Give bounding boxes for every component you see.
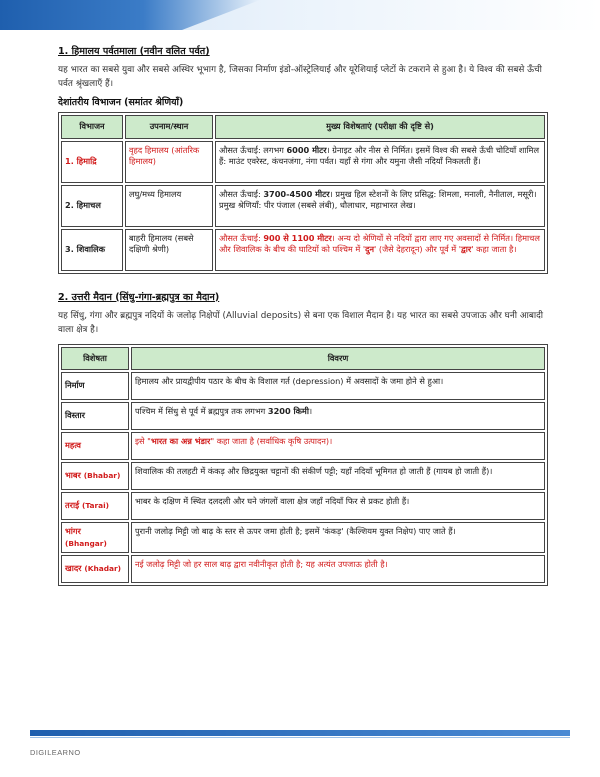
footer-accent-bar [30,730,570,736]
division-features: औसत ऊँचाई: 3700-4500 मीटर। प्रमुख हिल स्टेशनों के लिए प्रसिद्ध: शिमला, मनाली, नैनीताल, मसूरी। प्रमुख श्रेणियाँ: पीर पंजाल (सबसे लंबी), धौलाधार, महाभारत लेख। [215,185,545,227]
col-header-division: विभाजन [61,115,123,139]
feature-description: भाबर के दक्षिण में स्थित दलदली और घने जंगलों वाला क्षेत्र जहाँ नदियाँ फिर से प्रकट होती हैं। [131,492,545,520]
table-row [61,185,545,227]
table-row [61,492,545,520]
table-header-row [61,347,545,371]
feature-description: पश्चिम में सिंधु से पूर्व में ब्रह्मपुत्र तक लगभग 3200 किमी। [131,402,545,430]
col-header-description: विवरण [131,347,545,371]
section2-title: 2. उत्तरी मैदान (सिंधु-गंगा-ब्रह्मपुत्र का मैदान) [58,291,220,303]
footer-divider [30,737,570,738]
feature-name: भाबर (Bhabar) [61,462,129,490]
northern-plains-table [58,344,548,587]
top-band-accent [0,0,260,30]
feature-description: हिमालय और प्रायद्वीपीय पठार के बीच के विशाल गर्त (depression) में अवसादों के जमा होने से हुआ। [131,372,545,400]
feature-description: पुरानी जलोढ़ मिट्टी जो बाढ़ के स्तर से ऊपर जमा होती है; इसमें 'कंकड़' (कैल्शियम युक्त निक्षेप) पाए जाते हैं। [131,522,545,553]
division-name: 1. हिमाद्रि [61,141,123,183]
division-alias: वृहद हिमालय (आंतरिक हिमालय) [125,141,213,183]
section1-subheading: देशांतरीय विभाजन (समांतर श्रेणियाँ) [58,97,184,108]
section1-paragraph: यह भारत का सबसे युवा और सबसे अस्थिर भूभाग है, जिसका निर्माण इंडो-ऑस्ट्रेलियाई और यूरेशियाई प्लेटों के टकराने से हुआ है। ये विश्व की सबसे ऊँची पर्वत श्रृंखलाएँ हैं। [58,65,542,89]
col-header-alias: उपनाम/स्थान [125,115,213,139]
table-row [61,555,545,583]
table-row [61,402,545,430]
division-alias: बाहरी हिमालय (सबसे दक्षिणी श्रेणी) [125,229,213,271]
section2-paragraph: यह सिंधु, गंगा और ब्रह्मपुत्र नदियों के जलोढ़ निक्षेपों (Alluvial deposits) से बना एक विशाल मैदान है। यह भारत का सबसे उपजाऊ और घनी आबादी वाला क्षेत्र है। [58,310,544,335]
feature-name: विस्तार [61,402,129,430]
feature-name: तराई (Tarai) [61,492,129,520]
division-features: औसत ऊँचाई: 900 से 1100 मीटर। अन्य दो श्रेणियों से नदियों द्वारा लाए गए अवसादों से निर्मित। हिमाचल और शिवालिक के बीच की घाटियों को पश्चिम में 'दुन' (जैसे देहरादून) और पूर्व में 'द्वार' कहा जाता है। [215,229,545,271]
feature-name: खादर (Khadar) [61,555,129,583]
table-row [61,432,545,460]
feature-name: भांगर (Bhangar) [61,522,129,553]
col-header-features: मुख्य विशेषताएं (परीक्षा की दृष्टि से) [215,115,545,139]
col-header-feature: विशेषता [61,347,129,371]
division-name: 2. हिमाचल [61,185,123,227]
feature-name: महत्व [61,432,129,460]
table-row [61,229,545,271]
table-row [61,522,545,553]
feature-description: इसे "भारत का अन्न भंडार" कहा जाता है (सर्वाधिक कृषि उत्पादन)। [131,432,545,460]
feature-description: नई जलोढ़ मिट्टी जो हर साल बाढ़ द्वारा नवीनीकृत होती है; यह अत्यंत उपजाऊ होती है। [131,555,545,583]
himalaya-divisions-table [58,112,548,274]
feature-name: निर्माण [61,372,129,400]
feature-description: शिवालिक की तलहटी में कंकड़ और छिद्रयुक्त चट्टानों की संकीर्ण पट्टी; यहाँ नदियाँ भूमिगत हो जाती हैं (गायब हो जाती हैं)। [131,462,545,490]
division-alias: लघु/मध्य हिमालय [125,185,213,227]
division-features: औसत ऊँचाई: लगभग 6000 मीटर। ग्रेनाइट और नीस से निर्मित। इसमें विश्व की सबसे ऊँची चोटियाँ शामिल हैं: माउंट एवरेस्ट, कंचनजंगा, नंगा पर्वत। यहाँ से गंगा और यमुना जैसी नदियाँ निकलती हैं। [215,141,545,183]
top-decorative-band [0,0,600,30]
table-row [61,462,545,490]
page-content [58,44,548,586]
footer-brand: DIGILEARNO [30,748,81,757]
division-name: 3. शिवालिक [61,229,123,271]
table-header-row [61,115,545,139]
table-row [61,141,545,183]
section1-title: 1. हिमालय पर्वतमाला (नवीन वलित पर्वत) [58,46,210,57]
table-row [61,372,545,400]
